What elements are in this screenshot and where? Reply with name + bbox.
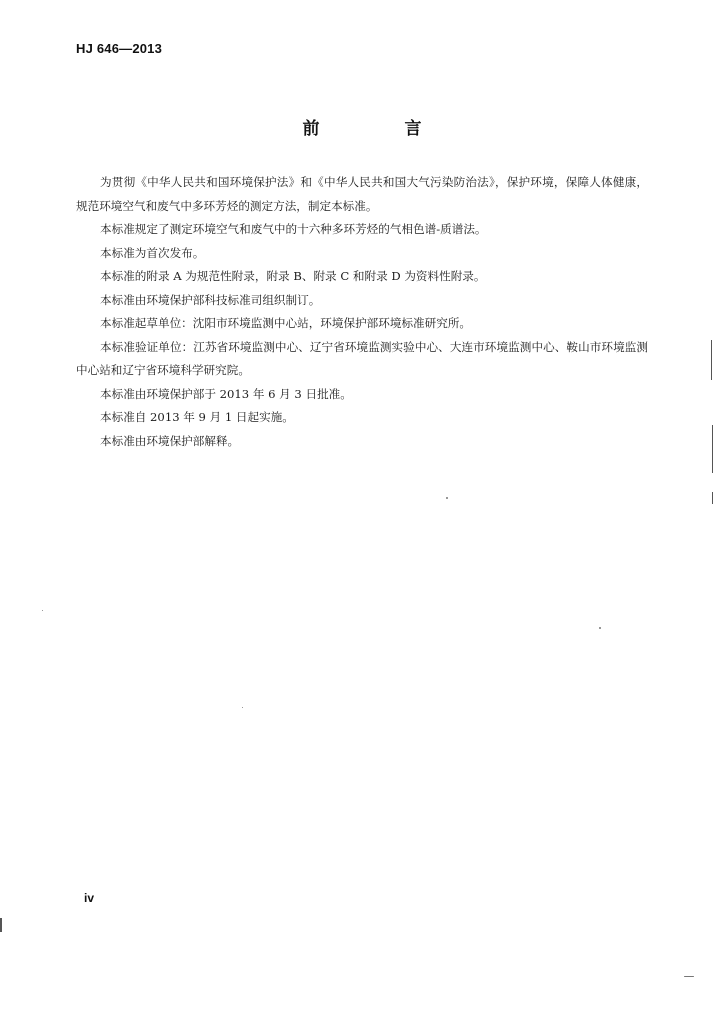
paragraph-purpose: 为贯彻《中华人民共和国环境保护法》和《中华人民共和国大气污染防治法》，保护环境，保障人体健康，规范环境空气和废气中多环芳烃的测定方法，制定本标准。 xyxy=(76,175,648,213)
scan-edge-mark xyxy=(712,492,713,504)
scan-edge-mark xyxy=(711,340,712,380)
paragraph-interpretation: 本标准由环境保护部解释。 xyxy=(100,433,240,448)
page-title: 前 言 xyxy=(302,119,456,139)
paragraph-organizer: 本标准由环境保护部科技标准司组织制订。 xyxy=(100,292,321,307)
page-number: iv xyxy=(84,891,95,905)
scan-speck xyxy=(42,610,43,611)
paragraph-verification-units: 本标准验证单位：江苏省环境监测中心、辽宁省环境监测实验中心、大连市环境监测中心、鞍山市环境监测中心站和辽宁省环境科学研究院。 xyxy=(76,339,648,377)
scan-edge-mark xyxy=(0,918,2,932)
paragraph-first-release: 本标准为首次发布。 xyxy=(100,245,205,260)
scan-speck xyxy=(599,627,601,629)
foreword-body xyxy=(76,171,648,453)
paragraph-scope: 本标准规定了测定环境空气和废气中的十六种多环芳烃的气相色谱-质谱法。 xyxy=(100,222,487,236)
paragraph-effective-date: 本标准自 2013 年 9 月 1 日起实施。 xyxy=(100,410,294,424)
scan-speck xyxy=(684,976,694,977)
scan-speck xyxy=(446,497,448,499)
paragraph-appendix: 本标准的附录 A 为规范性附录，附录 B、附录 C 和附录 D 为资料性附录。 xyxy=(100,269,486,283)
paragraph-drafting-units: 本标准起草单位：沈阳市环境监测中心站，环境保护部环境标准研究所。 xyxy=(100,316,472,330)
scan-edge-mark xyxy=(712,425,713,473)
paragraph-approval-date: 本标准由环境保护部于 2013 年 6 月 3 日批准。 xyxy=(100,386,352,401)
scan-speck xyxy=(242,707,243,708)
standard-code: HJ 646—2013 xyxy=(76,41,163,56)
